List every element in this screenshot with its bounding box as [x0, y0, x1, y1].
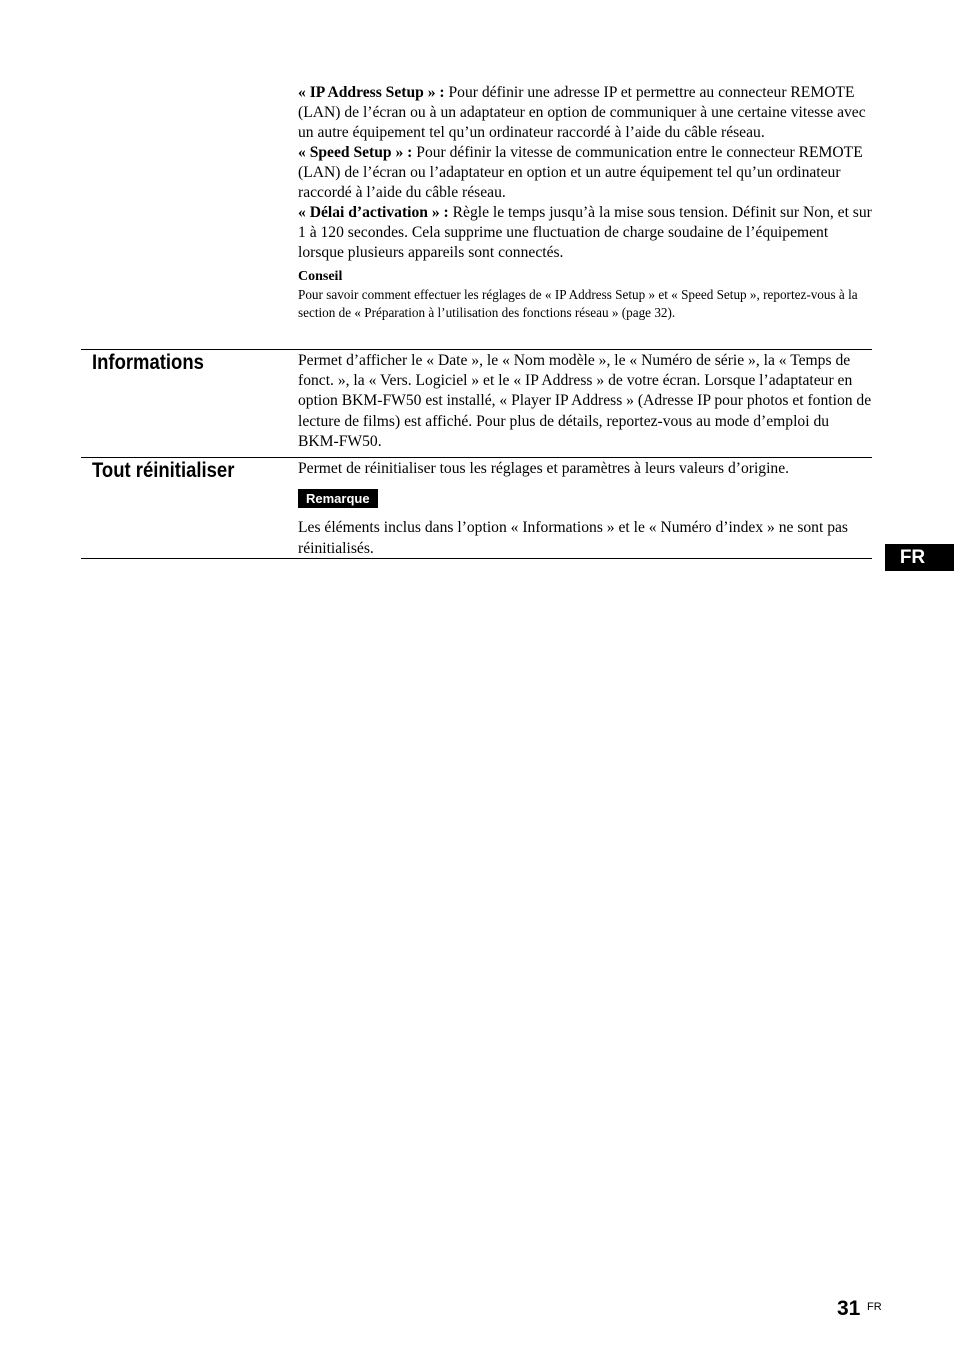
network-options-description — [298, 83, 873, 322]
table-bottom-rule — [81, 558, 872, 559]
activation-delay-text: Règle le temps jusqu’à la mise sous tension. Définit sur Non, et sur 1 à 120 secondes. Cela supprime une fluctuation de charge soudaine de l’équipement lorsque plusieurs appareils sont connectés. — [298, 204, 872, 261]
informations-label: Informations — [92, 351, 204, 374]
speed-setup-paragraph — [298, 143, 873, 203]
language-tab: FR — [885, 544, 954, 571]
remark-text: Les éléments inclus dans l’option « Informations » et le « Numéro d’index » ne sont pas réinitialisés. — [298, 519, 848, 557]
reset-all-description — [298, 459, 873, 559]
remark-badge: Remarque — [298, 489, 378, 508]
reset-all-row — [81, 457, 872, 558]
tip-block — [298, 268, 873, 322]
reset-all-text: Permet de réinitialiser tous les réglages et paramètres à leurs valeurs d’origine. — [298, 460, 790, 477]
page-number-suffix: FR — [867, 1301, 882, 1313]
tip-text: Pour savoir comment effectuer les réglages de « IP Address Setup » et « Speed Setup », reportez-vous à la section de « Préparation à l’utilisation des fonctions réseau » (page 32). — [298, 287, 858, 320]
ip-address-setup-term: « IP Address Setup » : — [298, 84, 445, 101]
informations-text: Permet d’afficher le « Date », le « Nom modèle », le « Numéro de série », la « Temps de fonct. », la « Vers. Logiciel » et le « IP Address » de votre écran. Lorsque l’adaptateur en option BKM-FW50 est installé, « Player IP Address » (Adresse IP pour photos et fontion de lecture de films) est affiché. Pour plus de détails, reportez-vous au mode d’emploi du BKM-FW50. — [298, 352, 872, 450]
activation-delay-term: « Délai d’activation » : — [298, 204, 449, 221]
informations-row — [81, 349, 872, 457]
informations-description — [298, 351, 873, 452]
page-number: 31 — [837, 1297, 861, 1320]
ip-address-setup-paragraph — [298, 83, 873, 143]
ip-address-setup-text: Pour définir une adresse IP et permettre au connecteur REMOTE (LAN) de l’écran ou à un adaptateur en option de communiquer à une certaine vitesse avec un autre équipement tel qu’un ordinateur raccordé à l’aide du câble réseau. — [298, 84, 866, 141]
speed-setup-text: Pour définir la vitesse de communication entre le connecteur REMOTE (LAN) de l’écran ou l’adaptateur en option et un autre équipement tel qu’un ordinateur raccordé à l’aide du câble réseau. — [298, 144, 863, 201]
activation-delay-paragraph — [298, 203, 873, 263]
tip-title: Conseil — [298, 269, 343, 284]
reset-all-label: Tout réinitialiser — [92, 459, 235, 482]
speed-setup-term: « Speed Setup » : — [298, 144, 413, 161]
